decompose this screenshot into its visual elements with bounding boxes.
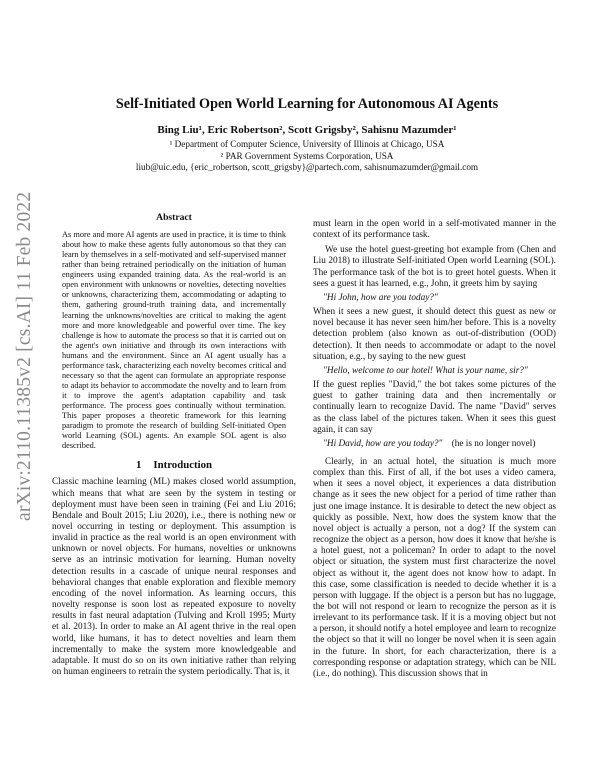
section-heading-introduction xyxy=(52,460,296,471)
affiliations xyxy=(60,139,554,174)
quote-greet-david-text: "Hi David, how are you today?" xyxy=(323,438,443,449)
paragraph-hotel-example: We use the hotel guest-greeting bot example from (Chen and Liu 2018) to illustrate Self-initiated Open world Learning (SOL). The performance task of the bot is to greet hotel guests. When it sees a guest it has learned, e.g., John, it greets him by saying xyxy=(313,245,556,289)
quote-welcome: "Hello, welcome to our hotel! What is your name, sir?" xyxy=(323,365,528,376)
abstract-text: As more and more AI agents are used in practice, it is time to think about how to make these agents fully autonomous so that they can learn by themselves in a self-motivated and self-supervised manner rather than being retrained periodically on the initiation of human engineers using expanded training data. As the real-world is an open environment with unknowns or novelties, detecting novelties or unknowns, characterizing them, accommodating or adapting to them, gathering ground-truth training data, and incrementally learning the unknowns/novelties are critical to making the agent more and more knowledgeable and powerful over time. The key challenge is how to automate the process so that it is carried out on the agent's own initiative and through its own interactions with humans and the environment. Since an AI agent usually has a performance task, characterizing each novelty becomes critical and necessary so that the agent can formulate an appropriate response to adapt its behavior to accommodate the novelty and to learn from it to improve the agent's adaptation capability and task performance. The process goes continually without termination. This paper proposes a theoretic framework for this learning paradigm to promote the research of building Self-initiated Open world Learning (SOL) agents. An example SOL agent is also described. xyxy=(62,230,286,451)
right-column xyxy=(313,219,556,680)
quote-note: (he is no longer novel) xyxy=(451,438,536,449)
author-list: Bing Liu¹, Eric Robertson², Scott Grigsby², Sahisnu Mazumder¹ xyxy=(157,124,457,136)
section-number: 1 xyxy=(135,459,142,472)
abstract-heading: Abstract xyxy=(156,212,192,223)
paragraph-clearly: Clearly, in an actual hotel, the situation is much more complex than this. First of all, if the bot uses a video camera, when it sees a novel object, it experiences a data distribution change as it sees the new object for a period of time rather than just one image instance. It is desirable to detect the new object as quickly as possible. Next, how does the system know that the novel object is actually a person, not a dog? If the system can recognize the object as a person, how does it know that he/she is a hotel guest, not a policeman? In order to adapt to the novel object or situation, the system must first characterize the novel object as without it, the agent does not know how to adapt. In this case, some classification is needed to decide whether it is a person with luggage. If the object is a person but has no luggage, the bot will not respond or learn to recognize the person as it is irrelevant to its performance task. If it is a moving object but not a person, it should notify a hotel employee and learn to recognize the object so that it will no longer be novel when it is seen again in the future. In short, for each characterization, there is a corresponding response or adaptation strategy, which can be NIL (i.e., do nothing). This discussion shows that in xyxy=(313,456,556,679)
quote-greet-david xyxy=(323,439,556,450)
affiliation-1: ¹ Department of Computer Science, University of Illinois at Chicago, USA xyxy=(169,139,445,149)
affiliation-2: ² PAR Government Systems Corporation, USA xyxy=(220,150,394,161)
paragraph-new-guest: When it sees a new guest, it should detect this guest as new or novel because it has never seen him/her before. This is a novelty detection problem (also known as out-of-distribution (OOD) detection). It then needs to accommodate or adapt to the novel situation, e.g., by saying to the new guest xyxy=(313,307,556,362)
quote-greet-john: "Hi John, how are you today?" xyxy=(323,292,438,303)
left-column xyxy=(52,212,296,678)
paper-title: Self-Initiated Open World Learning for Autonomous AI Agents xyxy=(115,96,499,112)
author-emails: liub@uic.edu, {eric_robertson, scott_grigsby}@partech.com, sahisnumazumder@gmail.com xyxy=(135,162,479,173)
intro-paragraph: Classic machine learning (ML) makes closed world assumption, which means that what are seen by the system in testing or deployment must have been seen in training (Fei and Liu 2016; Bendale and Boult 2015; Liu 2020), i.e., there is nothing new or novel occurring in testing or deployment. This assumption is invalid in practice as the real world is an open environment with unknown or novel objects. For humans, novelties or unknowns serve as an intrinsic motivation for learning. Human novelty detection results in a cascade of unique neural responses and behavioral changes that enable exploration and flexible memory encoding of the novel information. As learning occurs, this novelty response is soon lost as repeated exposure to novelty results in fast neural adaptation (Tulving and Kroll 1995; Murty et al. 2013). In order to make an AI agent thrive in the real open world, like humans, it has to detect novelties and learn them incrementally to make the system more knowledgeable and adaptable. It must do so on its own initiative rather than relying on human engineers to retrain the system periodically. That is, it xyxy=(52,477,296,677)
section-title: Introduction xyxy=(153,459,212,472)
paragraph-continued: must learn in the open world in a self-motivated manner in the context of its performance task. xyxy=(313,219,556,241)
arxiv-identifier: arXiv:2110.11385v2 [cs.AI] 11 Feb 2022 xyxy=(14,191,35,521)
paragraph-guest-reply: If the guest replies "David," the bot takes some pictures of the guest to gather training data and then incrementally or continually learn to recognize David. The name "David" serves as the class label of the pictures taken. When it sees this guest again, it can say xyxy=(313,380,556,435)
